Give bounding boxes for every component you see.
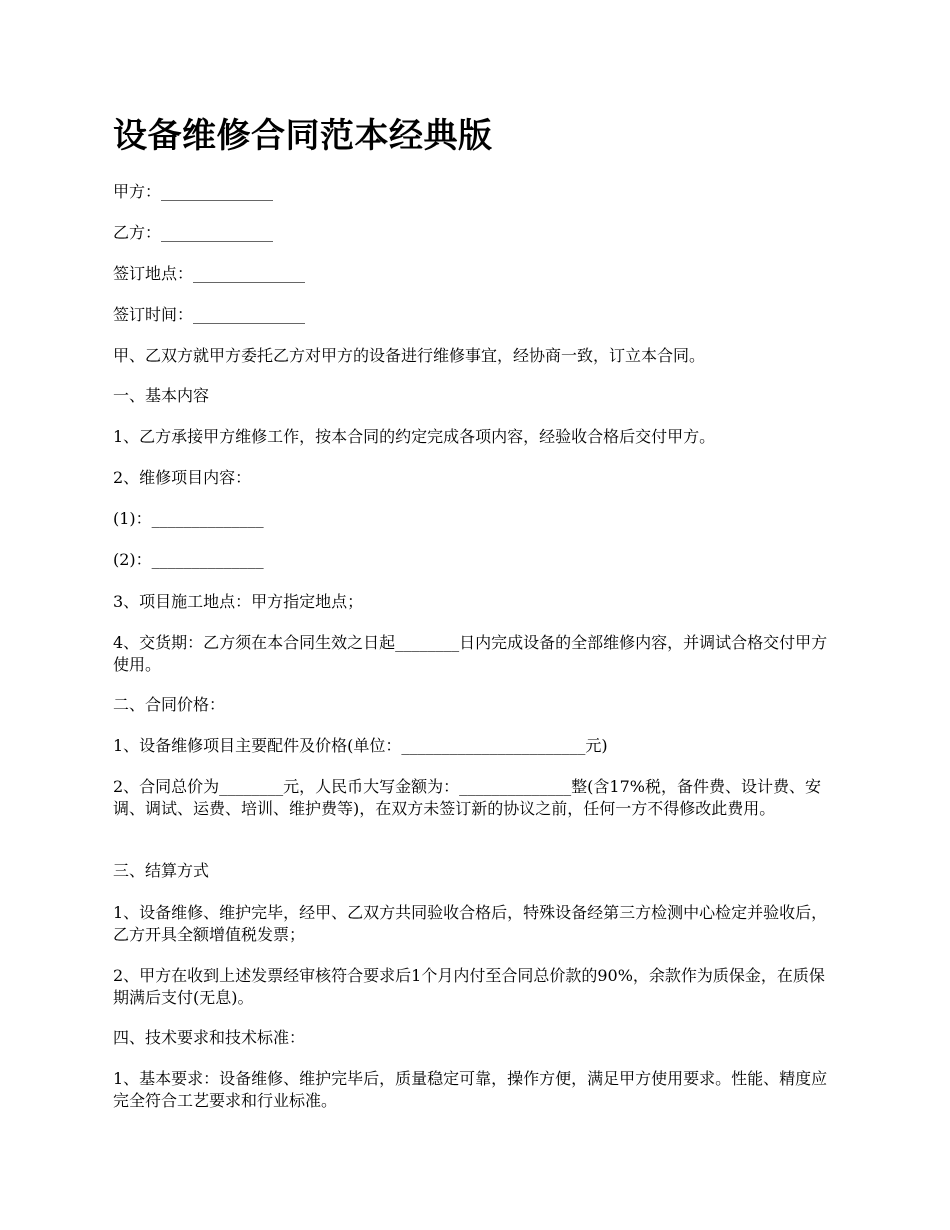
clause-3-2: 2、甲方在收到上述发票经审核符合要求后1个月内付至合同总价款的90%，余款作为质保金，在质保期满后支付(无息)。 (113, 966, 825, 1007)
party-b-line: 乙方：______________ (113, 223, 274, 242)
clause-1-2-item-2: (2)：______________ (113, 550, 264, 569)
document-title: 设备维修合同范本经典版 (113, 116, 493, 156)
clause-2-1: 1、设备维修项目主要配件及价格(单位：_______________________元) (113, 736, 608, 755)
signing-place-line: 签订地点：______________ (113, 264, 306, 283)
clause-1-2: 2、维修项目内容： (113, 468, 252, 487)
clause-1-1: 1、乙方承接甲方维修工作，按本合同的约定完成各项内容，经验收合格后交付甲方。 (113, 427, 716, 446)
section-heading-4: 四、技术要求和技术标准： (113, 1028, 306, 1047)
preamble-paragraph: 甲、乙双方就甲方委托乙方对甲方的设备进行维修事宜，经协商一致，订立本合同。 (113, 346, 706, 365)
clause-2-2: 2、合同总价为________元，人民币大写金额为：______________整(含17%税，备件费、设计费、安调、调试、运费、培训、维护费等)，在双方未签订新的协议之前，任何一方不得修改此费用。 (113, 777, 821, 818)
clause-1-4: 4、交货期：乙方须在本合同生效之日起________日内完成设备的全部维修内容，并调试合格交付甲方使用。 (113, 633, 828, 674)
party-a-line: 甲方：______________ (113, 182, 274, 201)
section-heading-2: 二、合同价格： (113, 695, 226, 714)
section-heading-3: 三、结算方式 (113, 861, 210, 880)
clause-1-2-item-1: (1)：______________ (113, 509, 264, 528)
clause-4-1: 1、基本要求：设备维修、维护完毕后，质量稳定可靠，操作方便，满足甲方使用要求。性能、精度应完全符合工艺要求和行业标准。 (113, 1069, 828, 1110)
clause-3-1: 1、设备维修、维护完毕，经甲、乙双方共同验收合格后，特殊设备经第三方检测中心检定并验收后，乙方开具全额增值税发票； (113, 903, 828, 944)
clause-1-3: 3、项目施工地点：甲方指定地点； (113, 592, 364, 611)
signing-time-line: 签订时间：______________ (113, 305, 306, 324)
section-heading-1: 一、基本内容 (113, 386, 210, 405)
